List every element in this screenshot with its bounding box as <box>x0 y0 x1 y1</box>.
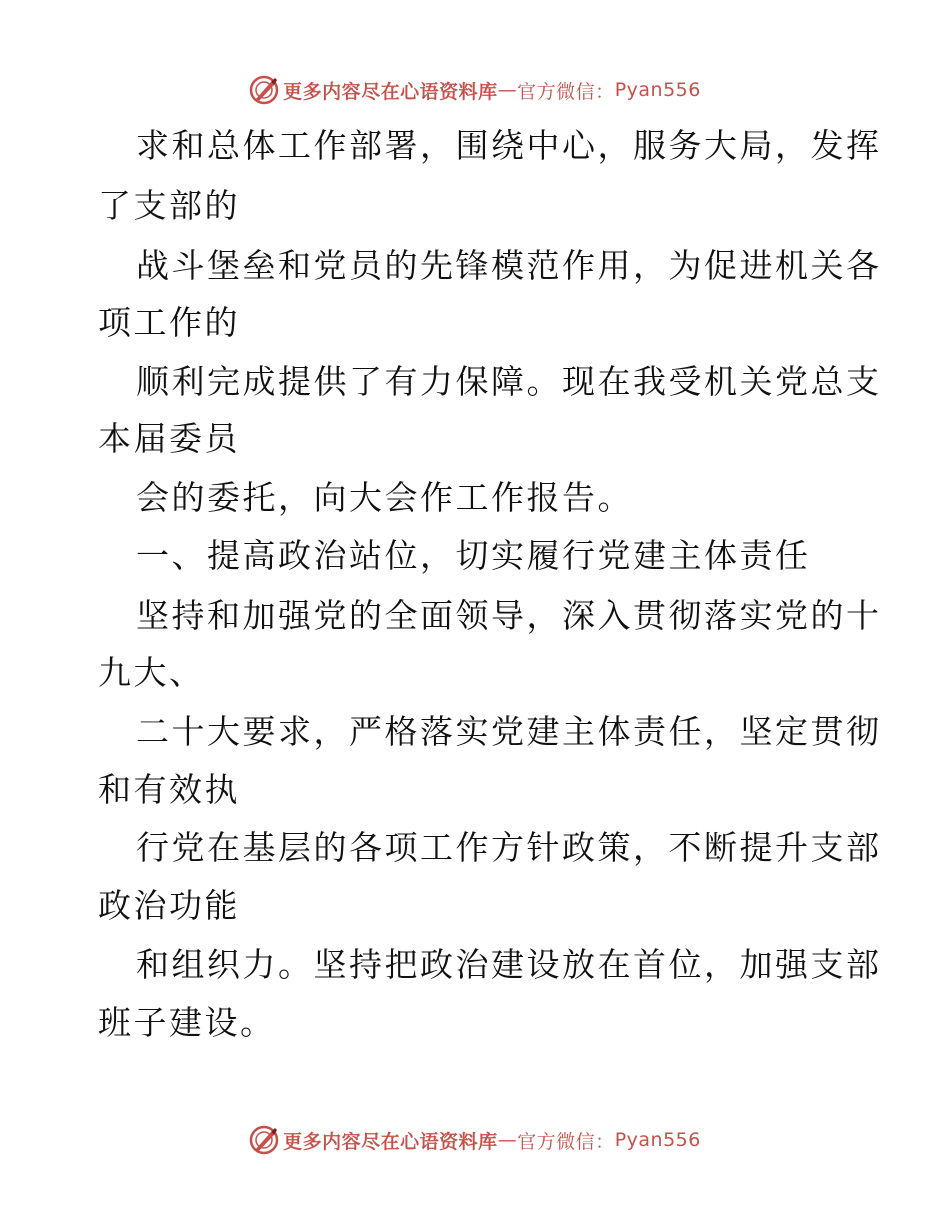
watermark-dash: — <box>497 79 518 101</box>
body-line: 项工作的 <box>98 303 240 342</box>
body-line: 求和总体工作部署，围绕中心，服务大局，发挥 <box>136 126 882 165</box>
body-line: 和有效执 <box>98 770 240 809</box>
watermark-wechat-label: 官方微信： <box>517 1130 615 1153</box>
watermark-text: 更多内容尽在心语资料库 <box>283 80 498 103</box>
body-line: 战斗堡垒和党员的先锋模范作用，为促进机关各 <box>136 246 882 285</box>
body-line: 行党在基层的各项工作方针政策，不断提升支部 <box>136 828 882 867</box>
body-line: 班子建设。 <box>98 1003 276 1042</box>
header-watermark <box>0 72 950 108</box>
footer-watermark <box>0 1122 950 1158</box>
body-heading: 一、提高政治站位，切实履行党建主体责任 <box>136 536 811 575</box>
watermark-text: 更多内容尽在心语资料库 <box>283 1130 498 1153</box>
body-line: 本届委员 <box>98 419 240 458</box>
body-line: 会的委托，向大会作工作报告。 <box>136 478 633 517</box>
body-line: 九大、 <box>98 653 205 692</box>
watermark-wechat-label: 官方微信： <box>517 80 615 103</box>
body-line: 二十大要求，严格落实党建主体责任，坚定贯彻 <box>136 712 882 751</box>
body-line: 顺利完成提供了有力保障。现在我受机关党总支 <box>136 362 882 401</box>
body-line: 了支部的 <box>98 186 240 225</box>
body-line: 政治功能 <box>98 886 240 925</box>
pen-logo-icon <box>249 1125 279 1155</box>
watermark-dash: — <box>497 1129 518 1151</box>
watermark-wechat-id: Pyan556 <box>614 79 701 101</box>
body-line: 坚持和加强党的全面领导，深入贯彻落实党的十 <box>136 596 882 635</box>
pen-logo-icon <box>249 75 279 105</box>
body-line: 和组织力。坚持把政治建设放在首位，加强支部 <box>136 945 882 984</box>
watermark-wechat-id: Pyan556 <box>614 1129 701 1151</box>
